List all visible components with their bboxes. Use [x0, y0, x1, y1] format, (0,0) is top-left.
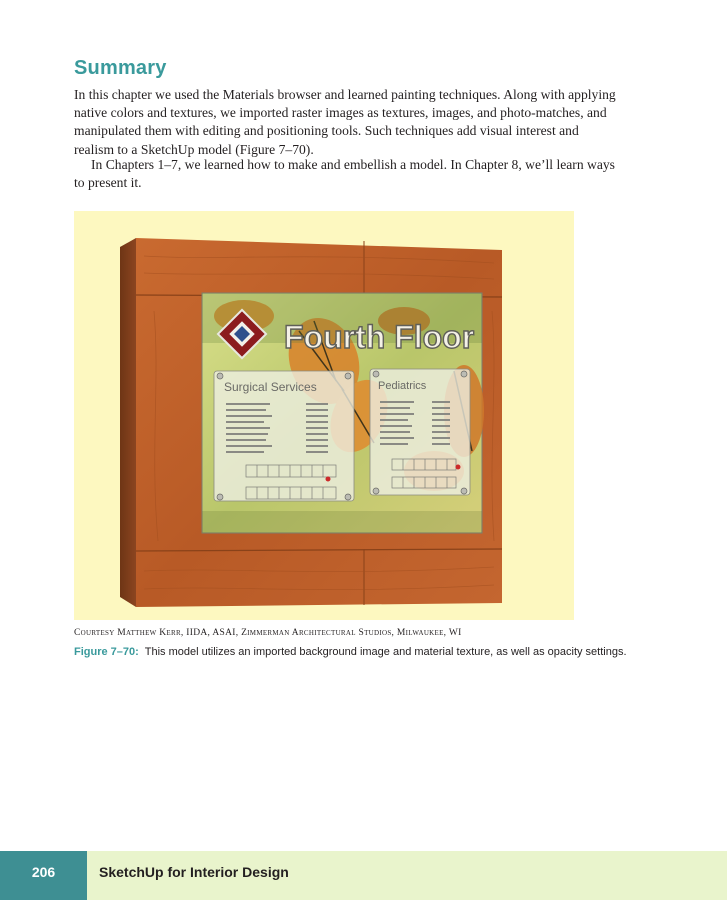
page-footer — [0, 851, 727, 900]
frame-side — [120, 238, 136, 607]
figure-label: Figure 7–70: — [74, 646, 139, 658]
left-panel-indicator — [326, 477, 331, 482]
directory-panel-right — [370, 369, 470, 495]
right-panel-indicator — [456, 465, 461, 470]
figure-caption — [74, 646, 627, 658]
figure-credit: Courtesy Matthew Kerr, IIDA, ASAI, Zimmerman Architectural Studios, Milwaukee, WI — [74, 628, 462, 638]
paragraph-next-chapter-text: In Chapters 1–7, we learned how to make and embellish a model. In Chapter 8, we’ll learn ways to present it. — [74, 157, 615, 191]
paragraph-next-chapter — [74, 156, 619, 192]
paragraph-summary: In this chapter we used the Materials browser and learned painting techniques. Along with applying native colors and textures, we imported raster images as textures, images, and photo-matches, and manipulated them with editing and positioning tools. Such techniques add visual interest and realism to a SketchUp model (Figure 7–70). — [74, 87, 616, 157]
book-title: SketchUp for Interior Design — [99, 864, 289, 880]
directory-panel-left — [214, 371, 354, 501]
figure-caption-text: This model utilizes an imported background image and material texture, as well as opacity settings. — [144, 646, 627, 658]
section-heading: Summary — [74, 57, 167, 79]
figure-sign-model — [74, 211, 574, 620]
sign-title: Fourth Floor — [284, 319, 475, 355]
left-panel-title: Surgical Services — [224, 380, 317, 394]
page-number: 206 — [31, 864, 56, 880]
right-panel-title: Pediatrics — [378, 380, 427, 392]
sign-illustration — [74, 211, 574, 620]
